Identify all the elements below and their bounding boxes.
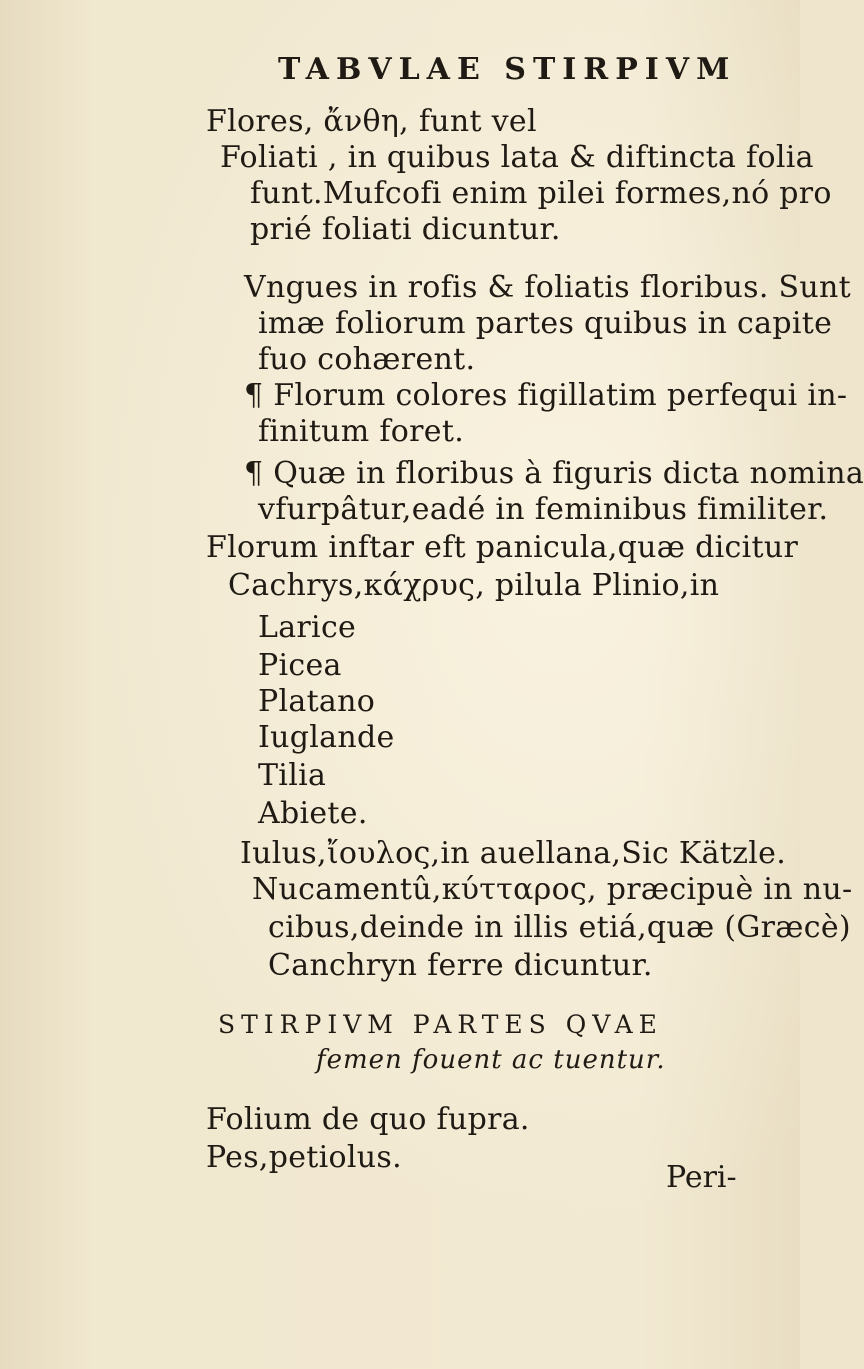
text-line: Larice xyxy=(258,610,357,645)
text-line: Foliati , in quibus lata & diftincta folia xyxy=(220,140,814,175)
text-line: cibus,deinde in illis etiá,quæ (Græcè) xyxy=(268,910,851,945)
text-line: funt.Mufcofi enim pilei formes,nó pro xyxy=(250,176,832,211)
text-line: Abiete. xyxy=(258,796,368,831)
section-subtitle: femen fouent ac tuentur. xyxy=(316,1045,666,1075)
text-line: Pes,petiolus. xyxy=(206,1140,402,1175)
text-line: ¶ Florum colores figillatim perfequi in- xyxy=(244,378,848,413)
text-line: vfurpâtur,eadé in feminibus fimiliter. xyxy=(258,492,829,527)
text-line: ¶ Quæ in floribus à figuris dicta nomina xyxy=(244,456,864,491)
text-line: Canchryn ferre dicuntur. xyxy=(268,948,653,983)
text-line: Iulus,ἴουλος,in auellana,Sic Kätzle. xyxy=(240,836,787,871)
text-line: Nucamentû,κύτταρος, præcipuè in nu- xyxy=(252,872,853,907)
text-line: Platano xyxy=(258,684,376,719)
text-line: Picea xyxy=(258,648,342,683)
running-head: TABVLAE STIRPIVM xyxy=(278,52,737,87)
catchword: Peri- xyxy=(666,1160,737,1195)
text-line: Vngues in rofis & foliatis floribus. Sunt xyxy=(244,270,851,305)
text-line: finitum foret. xyxy=(258,414,465,449)
text-line: Florum inftar eft panicula,quæ dicitur xyxy=(206,530,799,565)
text-line: prié foliati dicuntur. xyxy=(250,212,561,247)
text-line: Tilia xyxy=(258,758,327,793)
text-line: Flores, ἄνθη, funt vel xyxy=(206,104,537,139)
text-line: Iuglande xyxy=(258,720,395,755)
text-line: Cachrys,κάχρυς, pilula Plinio,in xyxy=(228,568,720,603)
text-line: imæ foliorum partes quibus in capite xyxy=(258,306,833,341)
text-line: Folium de quo fupra. xyxy=(206,1102,530,1137)
text-line: fuo cohærent. xyxy=(258,342,476,377)
section-title: STIRPIVM PARTES QVAE xyxy=(218,1010,663,1039)
